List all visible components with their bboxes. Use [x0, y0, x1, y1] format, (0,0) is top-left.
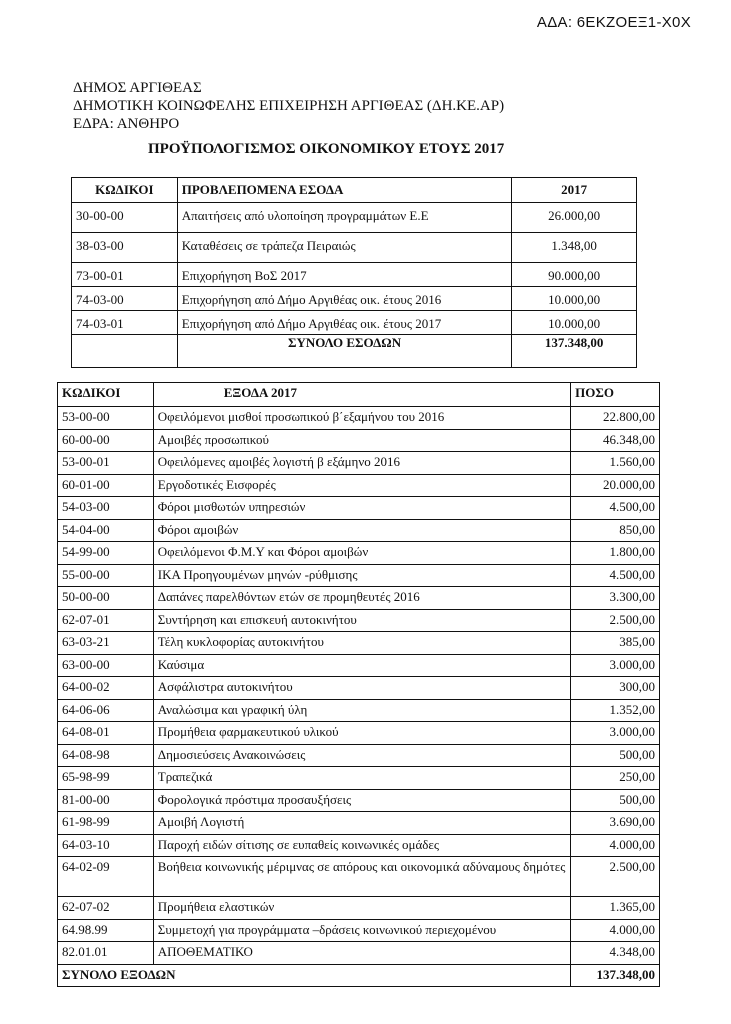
expenses-total-amount: 137.348,00: [571, 964, 660, 987]
expense-amount: 1.560,00: [571, 452, 660, 475]
expense-code: 60-01-00: [58, 474, 154, 497]
expense-code: 81-00-00: [58, 789, 154, 812]
table-row: [58, 699, 660, 722]
income-description: Επιχορήγηση από Δήμο Αργιθέας οικ. έτους 2017: [177, 311, 512, 335]
org-line-seat: ΕΔΡΑ: ΑΝΘΗΡΟ: [73, 116, 180, 132]
table-row: [58, 942, 660, 965]
table-row: [72, 287, 637, 311]
expense-amount: 4.000,00: [571, 834, 660, 857]
expense-code: 63-00-00: [58, 654, 154, 677]
table-row: [58, 564, 660, 587]
expenses-total-row: [58, 964, 660, 987]
table-row: [58, 474, 660, 497]
income-total-label: ΣΥΝΟΛΟ ΕΣΟΔΩΝ: [177, 335, 512, 368]
table-row: [58, 654, 660, 677]
expense-code: 64-08-01: [58, 722, 154, 745]
expense-code: 53-00-00: [58, 407, 154, 430]
expense-description: Αμοιβή Λογιστή: [153, 812, 570, 835]
expense-code: 64.98.99: [58, 919, 154, 942]
expense-code: 64-00-02: [58, 677, 154, 700]
ada-code: ΑΔΑ: 6ΕΚΖΟΕΞ1-Χ0Χ: [536, 14, 691, 31]
table-row: [58, 767, 660, 790]
expense-description: Τέλη κυκλοφορίας αυτοκινήτου: [153, 632, 570, 655]
expense-amount: 500,00: [571, 744, 660, 767]
table-row: [72, 233, 637, 263]
expense-amount: 2.500,00: [571, 857, 660, 897]
expense-amount: 4.500,00: [571, 564, 660, 587]
expense-description: Συμμετοχή για προγράμματα –δράσεις κοινωνικού περιεχομένου: [153, 919, 570, 942]
expense-code: 61-98-99: [58, 812, 154, 835]
table-row: [58, 919, 660, 942]
expense-code: 62-07-01: [58, 609, 154, 632]
table-row: [58, 452, 660, 475]
expense-amount: 300,00: [571, 677, 660, 700]
expense-description: Προμήθεια φαρμακευτικού υλικού: [153, 722, 570, 745]
income-code: 74-03-00: [72, 287, 178, 311]
expense-amount: 3.000,00: [571, 654, 660, 677]
expense-description: Εργοδοτικές Εισφορές: [153, 474, 570, 497]
expense-description: Φορολογικά πρόστιμα προσαυξήσεις: [153, 789, 570, 812]
income-amount: 1.348,00: [512, 233, 637, 263]
expense-code: 64-03-10: [58, 834, 154, 857]
expense-description: Καύσιμα: [153, 654, 570, 677]
income-code: 38-03-00: [72, 233, 178, 263]
table-row: [58, 897, 660, 920]
expense-description: Ασφάλιστρα αυτοκινήτου: [153, 677, 570, 700]
expense-description: Φόροι μισθωτών υπηρεσιών: [153, 497, 570, 520]
table-row: [58, 744, 660, 767]
expense-code: 64-02-09: [58, 857, 154, 897]
expense-description: Συντήρηση και επισκευή αυτοκινήτου: [153, 609, 570, 632]
income-description: Επιχορήγηση ΒοΣ 2017: [177, 263, 512, 287]
income-amount: 26.000,00: [512, 203, 637, 233]
expense-amount: 22.800,00: [571, 407, 660, 430]
table-row: [58, 632, 660, 655]
income-description: Επιχορήγηση από Δήμο Αργιθέας οικ. έτους 2016: [177, 287, 512, 311]
expense-description: Φόροι αμοιβών: [153, 519, 570, 542]
expense-amount: 1.352,00: [571, 699, 660, 722]
income-total-amount: 137.348,00: [512, 335, 637, 368]
income-amount: 10.000,00: [512, 287, 637, 311]
income-code: 73-00-01: [72, 263, 178, 287]
expense-description: Αμοιβές προσωπικού: [153, 429, 570, 452]
expenses-header-amount: ΠΟΣΟ: [571, 383, 660, 407]
expense-code: 55-00-00: [58, 564, 154, 587]
expense-amount: 3.000,00: [571, 722, 660, 745]
expense-amount: 1.800,00: [571, 542, 660, 565]
organization-header: [73, 79, 504, 133]
expense-amount: 4.000,00: [571, 919, 660, 942]
expense-description: Παροχή ειδών σίτισης σε ευπαθείς κοινωνικές ομάδες: [153, 834, 570, 857]
expense-description: Βοήθεια κοινωνικής μέριμνας σε απόρους και οικονομικά αδύναμους δημότες: [153, 857, 570, 897]
table-row: [58, 519, 660, 542]
expense-amount: 850,00: [571, 519, 660, 542]
expense-description: ΙΚΑ Προηγουμένων μηνών -ρύθμισης: [153, 564, 570, 587]
org-line-enterprise: ΔΗΜΟΤΙΚΗ ΚΟΙΝΩΦΕΛΗΣ ΕΠΙΧΕΙΡΗΣΗ ΑΡΓΙΘΕΑΣ (ΔΗ.ΚΕ.ΑΡ): [73, 98, 505, 114]
org-line-municipality: ΔΗΜΟΣ ΑΡΓΙΘΕΑΣ: [73, 80, 202, 96]
expense-amount: 20.000,00: [571, 474, 660, 497]
expense-amount: 385,00: [571, 632, 660, 655]
expenses-header-description: ΕΞΟΔΑ 2017: [153, 383, 570, 407]
income-amount: 10.000,00: [512, 311, 637, 335]
expense-code: 62-07-02: [58, 897, 154, 920]
income-header-row: [72, 178, 637, 203]
expense-description: Τραπεζικά: [153, 767, 570, 790]
income-code: 74-03-01: [72, 311, 178, 335]
table-row: [58, 497, 660, 520]
table-row: [58, 677, 660, 700]
income-total-empty-cell: [72, 335, 178, 368]
expenses-header-codes: ΚΩΔΙΚΟΙ: [58, 383, 154, 407]
income-header-description: ΠΡΟΒΛΕΠΟΜΕΝΑ ΕΣΟΔΑ: [177, 178, 512, 203]
table-row: [58, 812, 660, 835]
expense-code: 53-00-01: [58, 452, 154, 475]
expense-code: 54-04-00: [58, 519, 154, 542]
table-row: [58, 587, 660, 610]
expense-description: Οφειλόμενες αμοιβές λογιστή β εξάμηνο 2016: [153, 452, 570, 475]
expense-description: Δημοσιεύσεις Ανακοινώσεις: [153, 744, 570, 767]
table-row: [58, 722, 660, 745]
table-row: [58, 609, 660, 632]
table-row: [72, 203, 637, 233]
table-row: [58, 407, 660, 430]
expense-amount: 2.500,00: [571, 609, 660, 632]
expenses-header-row: [58, 383, 660, 407]
expense-description: Αναλώσιμα και γραφική ύλη: [153, 699, 570, 722]
document-title: ΠΡΟΫΠΟΛΟΓΙΣΜΟΣ ΟΙΚΟΝΟΜΙΚΟΥ ΕΤΟΥΣ 2017: [148, 141, 505, 157]
expense-amount: 3.300,00: [571, 587, 660, 610]
expense-description: Δαπάνες παρελθόντων ετών σε προμηθευτές 2016: [153, 587, 570, 610]
expense-amount: 1.365,00: [571, 897, 660, 920]
expenses-table: [57, 382, 660, 987]
expense-description: Οφειλόμενοι μισθοί προσωπικού β΄εξαμήνου του 2016: [153, 407, 570, 430]
expenses-total-label: ΣΥΝΟΛΟ ΕΞΟΔΩΝ: [58, 964, 571, 987]
expense-amount: 3.690,00: [571, 812, 660, 835]
expense-amount: 4.348,00: [571, 942, 660, 965]
expense-code: 50-00-00: [58, 587, 154, 610]
expense-amount: 250,00: [571, 767, 660, 790]
income-description: Απαιτήσεις από υλοποίηση προγραμμάτων Ε.Ε: [177, 203, 512, 233]
income-table: [71, 177, 637, 368]
expense-amount: 500,00: [571, 789, 660, 812]
table-row: [72, 311, 637, 335]
income-amount: 90.000,00: [512, 263, 637, 287]
expense-code: 60-00-00: [58, 429, 154, 452]
income-code: 30-00-00: [72, 203, 178, 233]
table-row: [72, 263, 637, 287]
expense-description: ΑΠΟΘΕΜΑΤΙΚΟ: [153, 942, 570, 965]
income-description: Καταθέσεις σε τράπεζα Πειραιώς: [177, 233, 512, 263]
table-row: [58, 542, 660, 565]
income-total-row: [72, 335, 637, 368]
income-header-codes: ΚΩΔΙΚΟΙ: [72, 178, 178, 203]
expense-code: 64-08-98: [58, 744, 154, 767]
expense-code: 54-99-00: [58, 542, 154, 565]
expense-amount: 4.500,00: [571, 497, 660, 520]
expense-amount: 46.348,00: [571, 429, 660, 452]
expense-code: 82.01.01: [58, 942, 154, 965]
expense-code: 54-03-00: [58, 497, 154, 520]
expense-description: Προμήθεια ελαστικών: [153, 897, 570, 920]
expense-description: Οφειλόμενοι Φ.Μ.Υ και Φόροι αμοιβών: [153, 542, 570, 565]
expense-code: 64-06-06: [58, 699, 154, 722]
expense-code: 65-98-99: [58, 767, 154, 790]
table-row: [58, 834, 660, 857]
table-row: [58, 429, 660, 452]
income-header-year: 2017: [512, 178, 637, 203]
table-row: [58, 789, 660, 812]
expense-code: 63-03-21: [58, 632, 154, 655]
table-row: [58, 857, 660, 897]
